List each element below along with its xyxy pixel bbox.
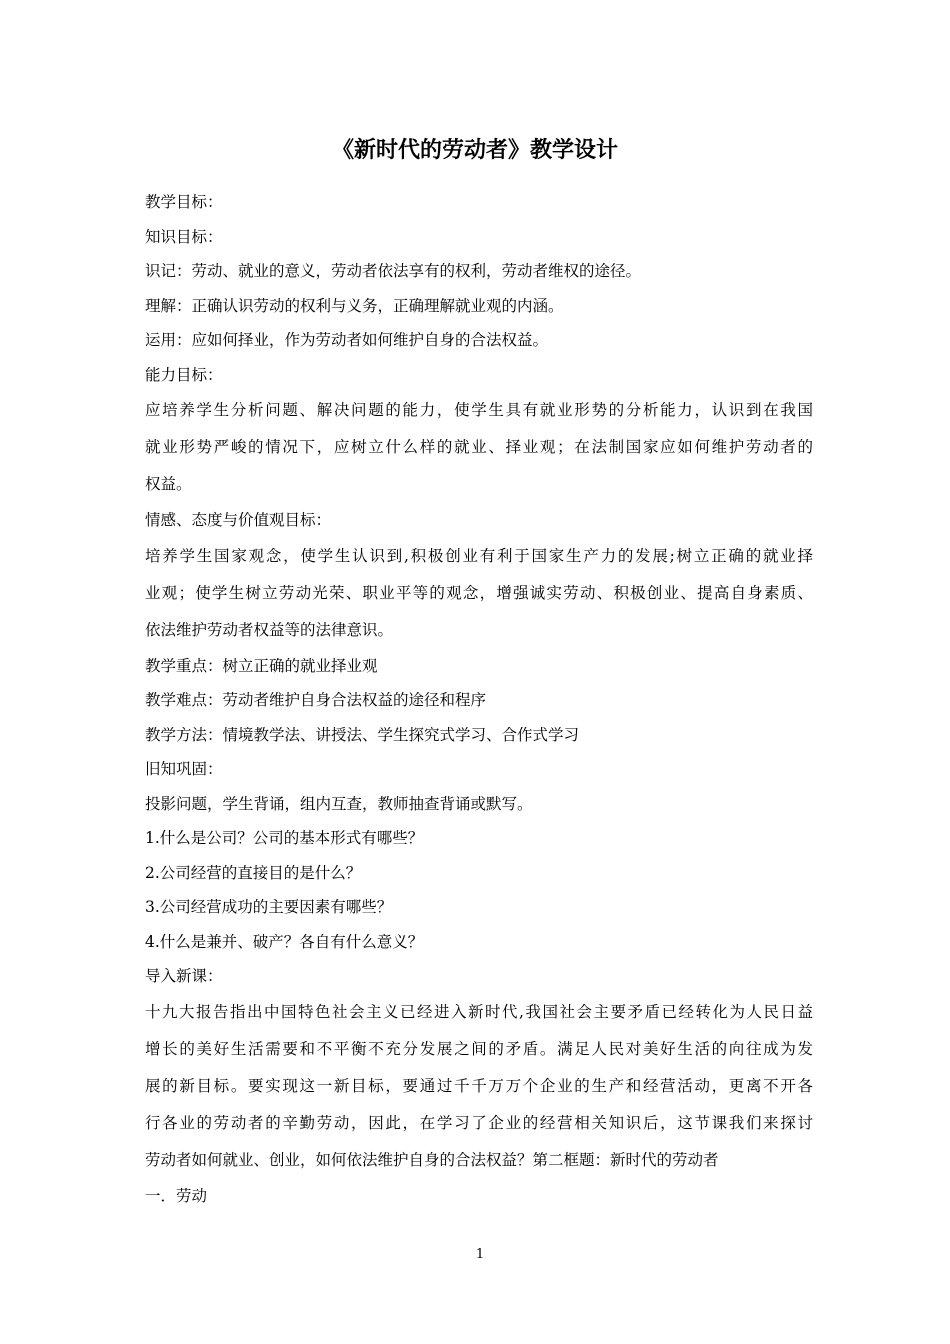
section-heading-labor: 一．劳动 [145,1186,208,1205]
document-title: 《新时代的劳动者》教学设计 [331,138,618,163]
paragraph-introduction-line-4: 行各业的劳动者的辛勤劳动，因此，在学习了企业的经营相关知识后，这节课我们来探讨 [145,1113,813,1132]
paragraph-emotion-line-3: 依法维护劳动者权益等的法律意识。 [145,620,394,639]
paragraph-introduction-line-1: 十九大报告指出中国特色社会主义已经进入新时代,我国社会主要矛盾已经转化为人民日益 [145,1002,813,1021]
paragraph-emotion-line-2: 业观；使学生树立劳动光荣、职业平等的观念，增强诚实劳动、积极创业、提高自身素质、 [145,583,813,602]
review-question-1: 1.什么是公司？公司的基本形式有哪些？ [145,829,424,847]
paragraph-ability-line-1: 应培养学生分析问题、解决问题的能力，使学生具有就业形势的分析能力，认识到在我国 [145,401,813,419]
teaching-key-point: 教学重点：树立正确的就业择业观 [145,656,378,675]
paragraph-ability-line-2: 就业形势严峻的情况下，应树立什么样的就业、择业观；在法制国家应如何维护劳动者的 [145,438,813,456]
paragraph-understand: 理解：正确认识劳动的权利与义务，正确理解就业观的内涵。 [145,296,564,315]
heading-knowledge-objectives: 知识目标： [145,227,223,246]
review-question-2: 2.公司经营的直接目的是什么？ [145,863,362,882]
teaching-methods: 教学方法：情境教学法、讲授法、学生探究式学习、合作式学习 [145,725,580,744]
paragraph-ability-line-3: 权益。 [145,475,192,493]
teaching-difficulty: 教学难点：劳动者维护自身合法权益的途径和程序 [145,691,487,709]
paragraph-apply: 运用：应如何择业，作为劳动者如何维护自身的合法权益。 [145,331,549,349]
paragraph-memorize: 识记：劳动、就业的意义，劳动者依法享有的权利，劳动者维权的途径。 [145,262,642,280]
heading-review: 旧知巩固： [145,760,223,778]
paragraph-introduction-line-2: 增长的美好生活需要和不平衡不充分发展之间的矛盾。满足人民对美好生活的向往成为发 [145,1039,813,1058]
paragraph-review-instructions: 投影问题，学生背诵，组内互查，教师抽查背诵或默写。 [145,794,533,813]
document-body [145,185,813,1213]
heading-teaching-objectives: 教学目标： [145,193,223,211]
page-number: 1 [475,1247,485,1262]
heading-emotion-objectives: 情感、态度与价值观目标： [145,511,332,529]
paragraph-introduction-line-3: 展的新目标。要实现这一新目标，要通过千千万万个企业的生产和经营活动，更离不开各 [145,1076,813,1095]
review-question-4: 4.什么是兼并、破产？各自有什么意义？ [145,932,424,951]
review-question-3: 3.公司经营成功的主要因素有哪些？ [145,898,393,916]
paragraph-emotion-line-1: 培养学生国家观念，使学生认识到,积极创业有利于国家生产力的发展;树立正确的就业择 [145,546,813,565]
heading-introduction: 导入新课： [145,967,223,985]
heading-ability-objectives: 能力目标： [145,365,223,384]
paragraph-introduction-line-5: 劳动者如何就业、创业，如何依法维护自身的合法权益？第二框题：新时代的劳动者 [145,1150,719,1169]
